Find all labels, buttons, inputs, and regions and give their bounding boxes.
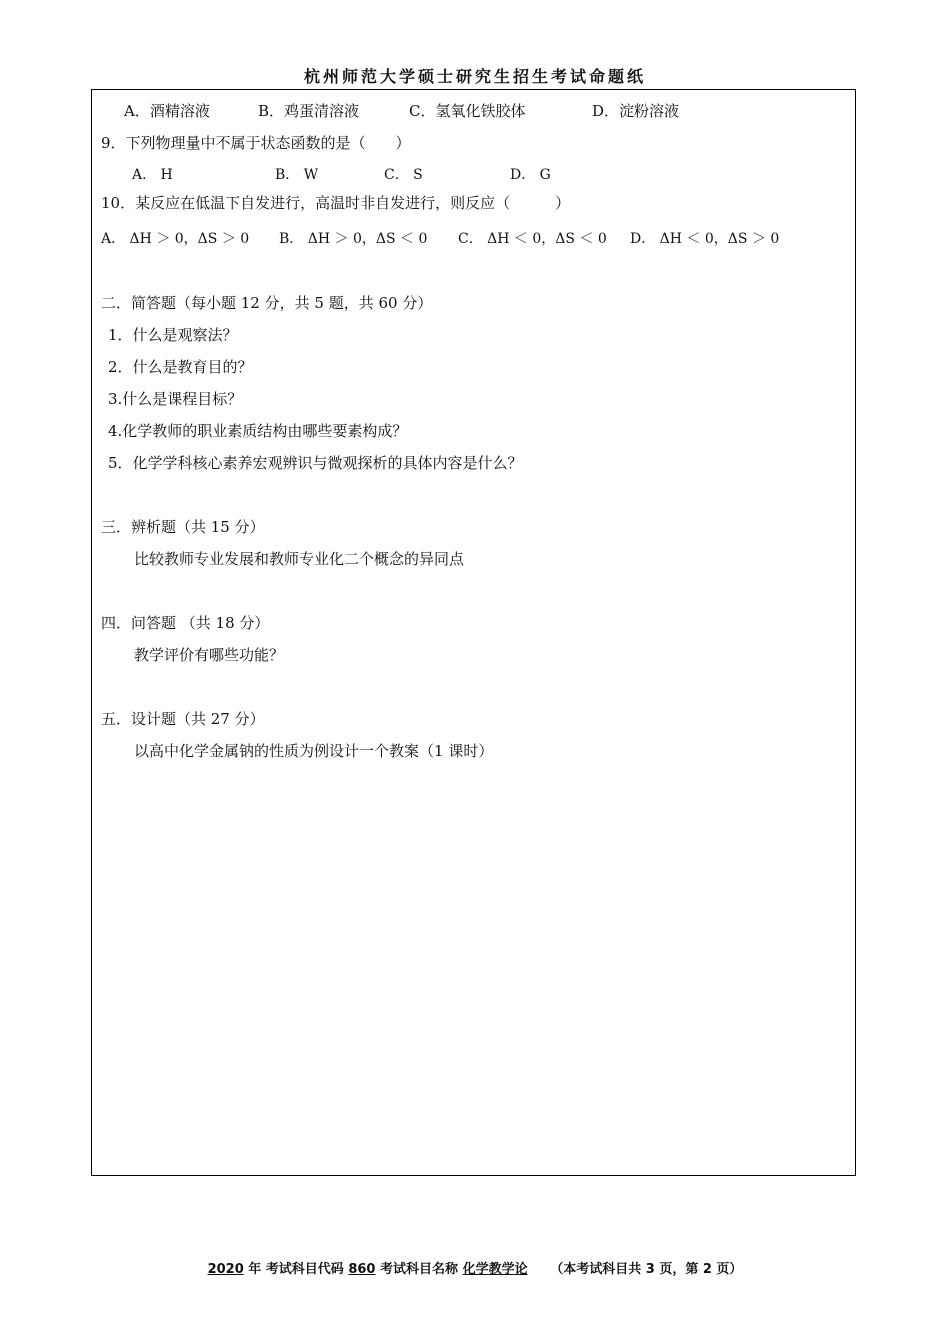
footer-subject-name: 化学教学论 bbox=[462, 1262, 528, 1277]
exam-paper-title: 杭州师范大学硕士研究生招生考试命题纸 bbox=[303, 67, 646, 86]
q8-option-b: B．鸡蛋清溶液 bbox=[258, 102, 360, 120]
section-2-item-3: 3.什么是课程目标？ bbox=[108, 390, 243, 408]
q8-option-a: A．酒精溶液 bbox=[124, 102, 210, 120]
section-3-question: 比较教师专业发展和教师专业化二个概念的异同点 bbox=[134, 550, 465, 568]
section-2-item-2: 2．什么是教育目的？ bbox=[108, 358, 253, 376]
section-2-item-1: 1．什么是观察法？ bbox=[108, 326, 238, 344]
section-2-item-4: 4.化学教师的职业素质结构由哪些要素构成？ bbox=[108, 422, 408, 440]
footer-subject-code: 860 bbox=[348, 1262, 376, 1277]
footer-page-info: （本考试科目共 3 页，第 2 页） bbox=[550, 1262, 743, 1277]
q9-option-b: B． W bbox=[275, 167, 319, 183]
q9-option-c: C． S bbox=[384, 167, 423, 183]
section-2-heading: 二．简答题（每小题 12 分，共 5 题，共 60 分） bbox=[101, 294, 433, 312]
section-5-heading: 五．设计题（共 27 分） bbox=[101, 710, 265, 728]
q10-option-c: C． ΔH ＜ 0，ΔS ＜ 0 bbox=[458, 231, 607, 247]
section-4-question: 教学评价有哪些功能？ bbox=[134, 646, 285, 664]
q10-stem: 10．某反应在低温下自发进行，高温时非自发进行，则反应（ ） bbox=[101, 194, 571, 212]
page-footer bbox=[0, 1258, 950, 1277]
q10-option-d: D． ΔH ＜ 0，ΔS ＞ 0 bbox=[630, 231, 780, 247]
footer-year: 2020 bbox=[207, 1262, 244, 1277]
q8-option-d: D．淀粉溶液 bbox=[592, 102, 680, 120]
section-4-heading: 四．问答题 （共 18 分） bbox=[101, 614, 270, 632]
q9-stem: 9．下列物理量中不属于状态函数的是（ ） bbox=[101, 134, 411, 152]
section-5-question: 以高中化学金属钠的性质为例设计一个教案（1 课时） bbox=[134, 742, 494, 760]
q9-option-a: A． H bbox=[132, 167, 173, 183]
footer-name-label: 考试科目名称 bbox=[380, 1262, 459, 1277]
section-3-heading: 三．辨析题（共 15 分） bbox=[101, 518, 265, 536]
q10-option-a: A． ΔH ＞ 0，ΔS ＞ 0 bbox=[101, 231, 250, 247]
question-frame bbox=[91, 89, 856, 1176]
q9-option-d: D． G bbox=[510, 167, 551, 183]
footer-code-label: 年 考试科目代码 bbox=[248, 1262, 344, 1277]
q8-option-c: C．氢氧化铁胶体 bbox=[409, 102, 526, 120]
q10-option-b: B． ΔH ＞ 0，ΔS ＜ 0 bbox=[279, 231, 428, 247]
section-2-item-5: 5．化学学科核心素养宏观辨识与微观探析的具体内容是什么？ bbox=[108, 454, 523, 472]
